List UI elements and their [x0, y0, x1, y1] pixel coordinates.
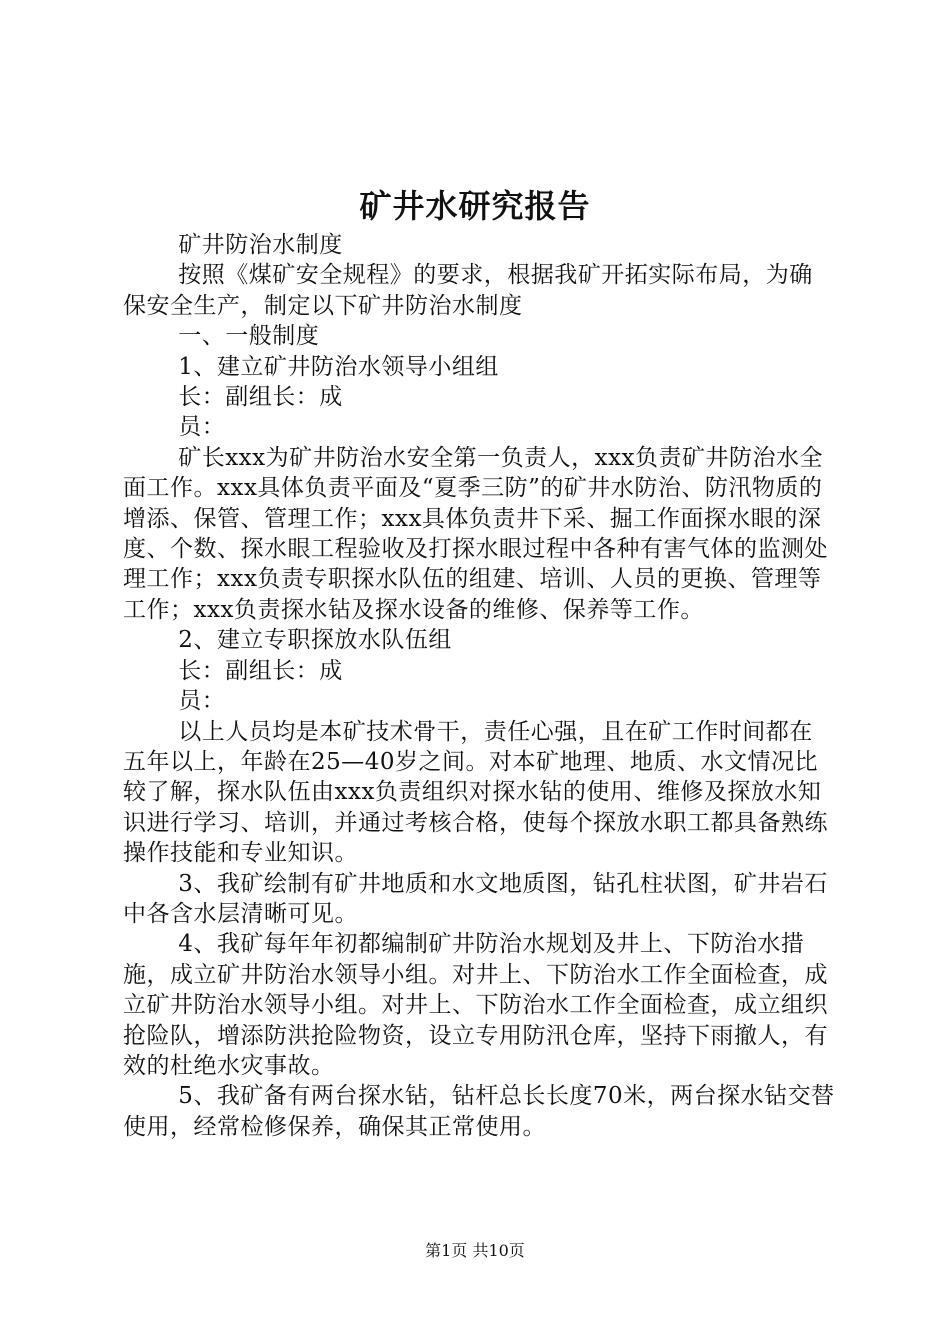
- list-item: 5、我矿备有两台探水钻，钻杆总长长度70米，两台探水钻交替使用，经常检修保养，确保其正常使用。: [123, 1083, 835, 1140]
- list-item: 2、建立专职探放水队伍组: [178, 627, 452, 654]
- paragraph: 矿长xxx为矿井防治水安全第一负责人，xxx负责矿井防治水全面工作。xxx具体负责平面及“夏季三防”的矿井水防治、防汛物质的增添、保管、管理工作；xxx具体负责井下采、掘工作面探水眼的深度、个数、探水眼工程验收及打探水眼过程中各种有害气体的监测处理工作；xxx负责专职探水队伍的组建、培训、人员的更换、管理等工作；xxx负责探水钻及探水设备的维修、保养等工作。: [123, 444, 828, 623]
- paragraph-heading: 矿井防治水制度: [178, 232, 343, 258]
- paragraph: 按照《煤矿安全规程》的要求，根据我矿开拓实际布局，为确保安全生产，制定以下矿井防治水制度: [123, 262, 813, 319]
- paragraph: 长：副组长：成: [178, 657, 343, 684]
- list-item: 1、建立矿井防治水领导小组组: [178, 353, 499, 380]
- paragraph: 长：副组长：成: [178, 384, 343, 411]
- page-number-footer: 第1页 共10页: [425, 1241, 525, 1260]
- document-title: 矿井水研究报告: [359, 187, 591, 225]
- paragraph: 员：: [178, 414, 226, 441]
- document-body: [123, 230, 835, 1142]
- list-item: 3、我矿绘制有矿井地质和水文地质图，钻孔柱状图，矿井岩石中各含水层清晰可见。: [123, 870, 828, 927]
- list-item: 4、我矿每年年初都编制矿井防治水规划及井上、下防治水措施，成立矿井防治水领导小组。对井上、下防治水工作全面检查，成立矿井防治水领导小组。对井上、下防治水工作全面检查，成立组织抢险队，增添防洪抢险物资，设立专用防汛仓库，坚持下雨撤人，有效的杜绝水灾事故。: [123, 931, 828, 1079]
- section-heading: 一、一般制度: [178, 323, 320, 350]
- paragraph: 以上人员均是本矿技术骨干，责任心强，且在矿工作时间都在五年以上，年龄在25—40岁之间。对本矿地理、地质、水文情况比较了解，探水队伍由xxx负责组织对探水钻的使用、维修及探放水知识进行学习、培训，并通过考核合格，使每个探放水职工都具备熟练操作技能和专业知识。: [123, 718, 828, 867]
- paragraph: 员：: [178, 688, 226, 715]
